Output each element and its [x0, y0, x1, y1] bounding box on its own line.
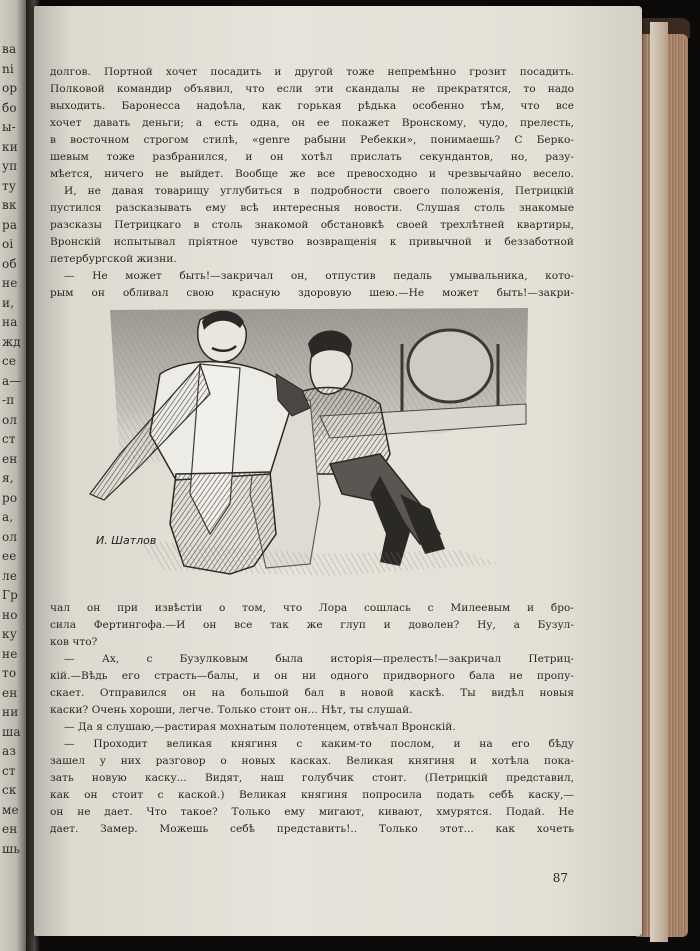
text-line: шевым тоже разбранился, и он хотѣл прислать секундантов, но, разу-: [50, 151, 574, 163]
left-page-fragment: ол: [2, 412, 18, 427]
text-line: долгов. Портной хочет посадить и другой тоже непремѣнно грозит посадить.: [50, 66, 574, 78]
left-page-fragment: ту: [2, 178, 17, 193]
left-page-fragment: не: [2, 646, 18, 661]
illustration-signature: И. Шатлов: [96, 534, 157, 547]
left-page-fragment: а,: [2, 510, 14, 524]
left-page-fragment: жд: [2, 334, 21, 349]
text-line: ков что?: [50, 636, 98, 648]
text-line: хочет давать деньги; а есть одна, он ее покажет Вронскому, чудо, прелесть,: [50, 117, 574, 129]
left-page-fragment: ро: [2, 490, 18, 505]
text-line: зать новую каску... Видят, наш голубчик стоит. (Петрицкій представил,: [50, 772, 574, 784]
text-line: зашел у них разговор о новых касках. Великая княгиня и хотѣла пока-: [50, 755, 574, 767]
mirror: [408, 330, 492, 402]
text-line: в восточном строгом стилѣ, «genre рабыни Ребекки», понимаешь? С Берко-: [50, 134, 574, 146]
left-page-fragment: ле: [2, 568, 18, 583]
left-page-fragment: се: [2, 354, 17, 368]
text-line: петербургской жизни.: [50, 253, 177, 265]
left-page-fragment: ст: [2, 432, 16, 446]
left-page-fragment: ен: [2, 451, 18, 466]
left-page-fragment: ол: [2, 529, 18, 544]
left-page-fragment: ку: [2, 627, 17, 641]
engraving-illustration: [80, 304, 530, 580]
book-page-edges-inner: [650, 22, 668, 942]
left-page-fragment: шь: [2, 841, 21, 856]
left-page-fragment: а—: [2, 373, 22, 388]
left-page-fragment: вк: [2, 198, 17, 212]
left-page-fragment: аз: [2, 744, 17, 758]
text-line: скает. Отправился он на большой бал в новой каскѣ. Ты видѣл новыя: [50, 687, 574, 699]
text-line: сила Фертингофа.—И он все так же глуп и доволен? Ну, а Бузул-: [50, 619, 574, 631]
text-line: рым он обливал свою красную здоровую шею.—Не может быть!—закри-: [50, 287, 574, 299]
text-line: он не дает. Что такое? Только ему мигают, кивают, хмурятся. Подай. Не: [50, 806, 574, 818]
text-line: чал он при извѣстіи о том, что Лора сошлась с Милеевым и бро-: [50, 602, 574, 614]
text-line: — Проходит великая княгиня с каким-то послом, и на его бѣду: [64, 738, 574, 750]
left-page-fragment: и,: [2, 295, 15, 310]
left-page-fragment: не: [2, 276, 18, 290]
left-page-text: [2, 40, 28, 859]
left-page-fragment: ен: [2, 822, 18, 836]
text-line: выходить. Баронесса надоѣла, как горькая рѣдька особенно тѣм, что все: [50, 100, 574, 112]
text-line: И, не давая товарищу углубиться в подробности своего положенія, Петрицкій: [64, 185, 574, 197]
left-page-fragment: ск: [2, 783, 17, 797]
left-page-fragment: ы-: [2, 120, 17, 134]
left-page-fragment: но: [2, 607, 18, 622]
text-line: разсказы Петрицкаго в столь знакомой обстановкѣ своей трехлѣтней квартиры,: [50, 219, 574, 231]
text-line: — Да я слушаю,—растирая мохнатым полотенцем, отвѣчал Вронскій.: [64, 721, 456, 733]
left-page-fragment: бо: [2, 100, 17, 115]
left-page-fragment: ен: [2, 685, 18, 700]
text-line: мѣется, ничего не выйдет. Вообще же все превосходно и чрезвычайно весело.: [50, 168, 574, 180]
left-page-fragment: ор: [2, 81, 18, 95]
left-page-fragment: ме: [2, 802, 19, 817]
left-page-fragment: ра: [2, 217, 18, 232]
left-page-fragment: об: [2, 256, 17, 271]
left-page-fragment: я,: [2, 471, 14, 485]
left-page-fragment: оі: [2, 237, 14, 251]
left-page-fragment: Гр: [2, 588, 19, 602]
text-line: как он стоит с каской.) Великая княгиня попросила подать себѣ каску,—: [50, 789, 574, 801]
top-text-block: [50, 64, 574, 302]
text-line: пустился разсказывать ему всѣ интересныя новости. Слушая столь знакомые: [50, 202, 574, 214]
left-page-fragment: ва: [2, 42, 17, 56]
text-line: каски? Очень хороши, легче. Только стоит он... Нѣт, ты слушай.: [50, 704, 413, 716]
text-line: — Ах, с Бузулковым была исторія—прелесть!—закричал Петриц-: [64, 653, 574, 665]
text-line: Вронскій испытывал пріятное чувство возвращенія к привычной и беззаботной: [50, 236, 574, 248]
left-page-fragment: ша: [2, 724, 21, 739]
left-page-fragment: то: [2, 666, 17, 680]
text-line: кій.—Вѣдь его страсть—балы, и он ни одного придворного бала не пропу-: [50, 670, 574, 682]
left-page-fragment: ni: [2, 61, 14, 76]
left-page-fragment: ст: [2, 763, 16, 778]
left-page-fragment: ее: [2, 549, 17, 563]
left-page-fragment: уп: [2, 159, 18, 173]
left-page-fragment: на: [2, 315, 18, 329]
bottom-text-block: [50, 600, 574, 838]
page-number: 87: [552, 871, 568, 885]
left-page-fragment: -п: [2, 393, 15, 407]
left-page-fragment: ки: [2, 139, 18, 154]
text-line: Полковой командир объявил, что если эти скандалы не прекратятся, то надо: [50, 83, 574, 95]
text-line: — Не может быть!—закричал он, отпустив педаль умывальника, кото-: [64, 270, 574, 282]
left-page-fragment: ни: [2, 705, 19, 719]
text-line: дает. Замер. Можешь себѣ представить!.. Только этот... как хочеть: [50, 823, 574, 835]
